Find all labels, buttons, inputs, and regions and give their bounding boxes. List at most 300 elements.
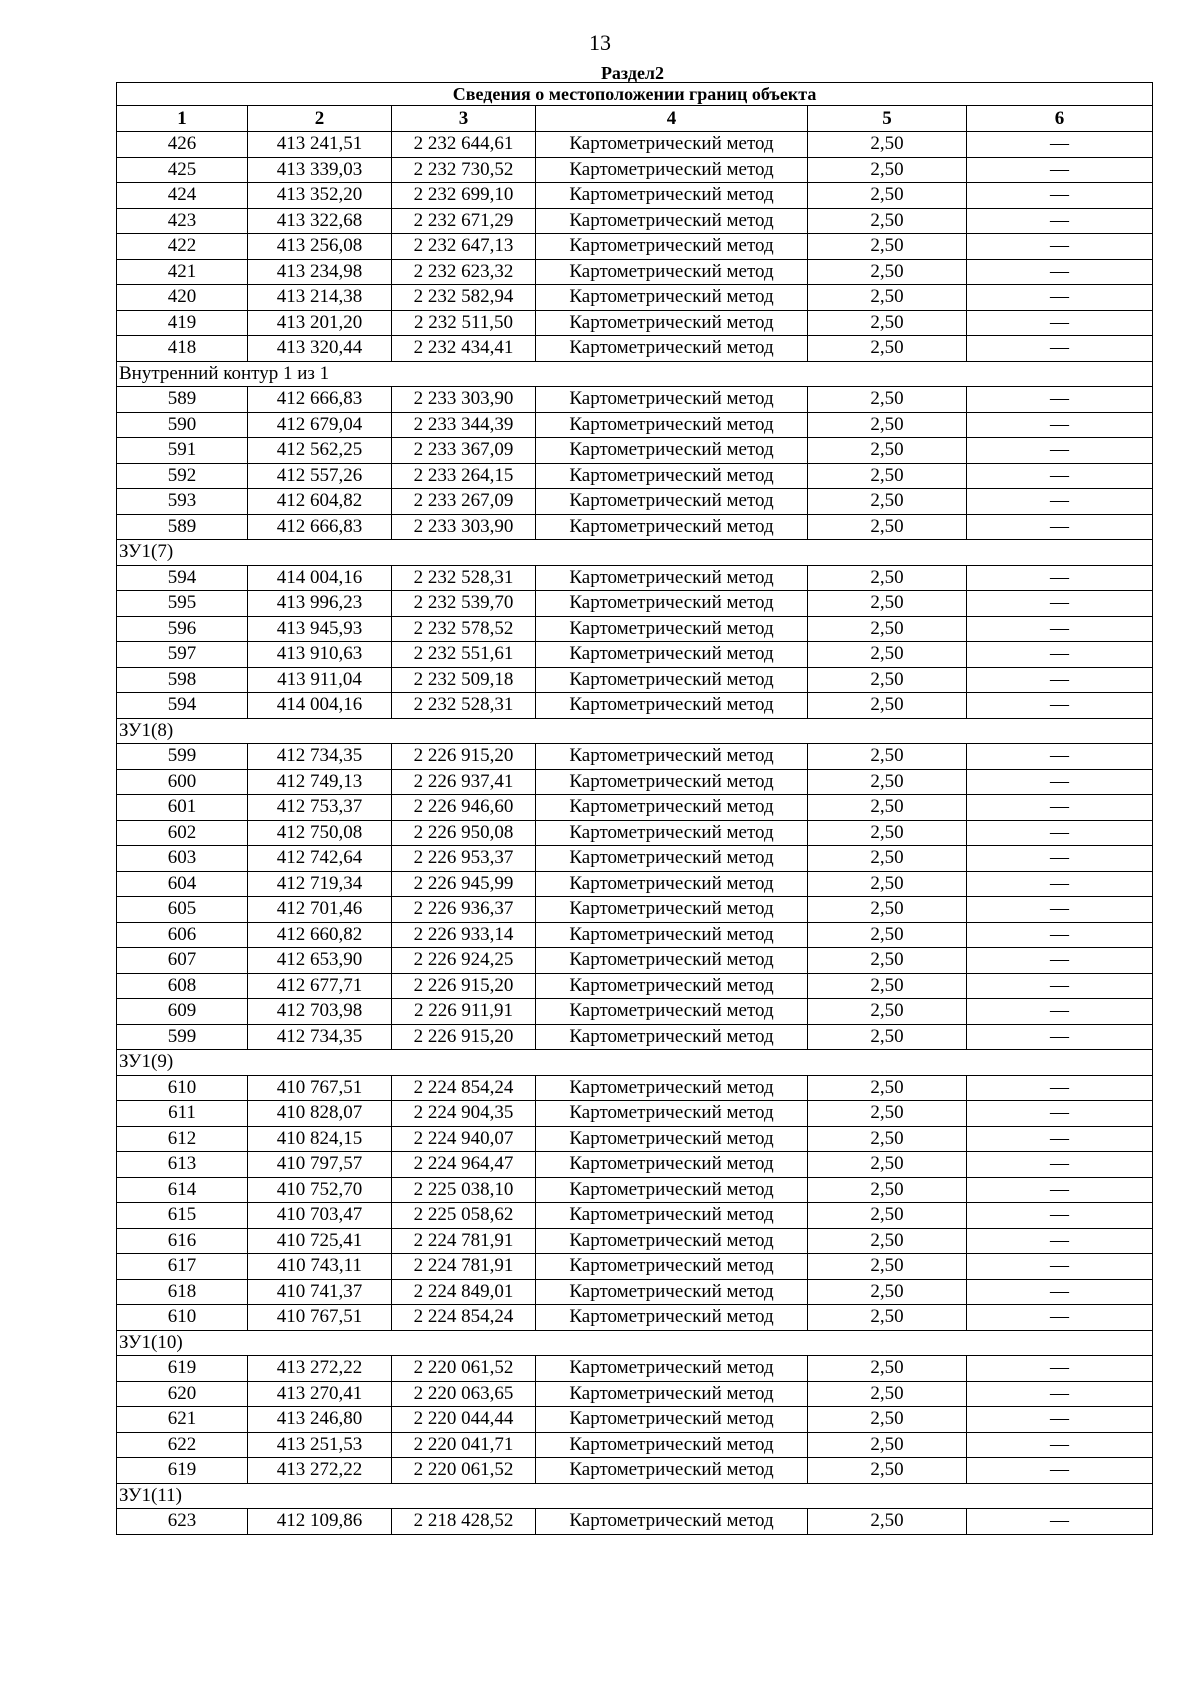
- y-coordinate-cell: 2 218 428,52: [392, 1509, 536, 1535]
- method-cell: Картометрический метод: [536, 948, 808, 974]
- table-row: [117, 259, 1153, 285]
- method-cell: Картометрический метод: [536, 565, 808, 591]
- point-number-cell: 422: [117, 234, 248, 260]
- description-cell: —: [967, 973, 1153, 999]
- description-cell: —: [967, 871, 1153, 897]
- contour-group-row: [117, 1330, 1153, 1356]
- method-cell: Картометрический метод: [536, 157, 808, 183]
- method-cell: Картометрический метод: [536, 259, 808, 285]
- table-row: [117, 1024, 1153, 1050]
- point-number-cell: 617: [117, 1254, 248, 1280]
- description-cell: —: [967, 948, 1153, 974]
- table-row: [117, 591, 1153, 617]
- table-row: [117, 897, 1153, 923]
- description-cell: —: [967, 820, 1153, 846]
- table-row: [117, 1101, 1153, 1127]
- method-cell: Картометрический метод: [536, 1024, 808, 1050]
- y-coordinate-cell: 2 226 911,91: [392, 999, 536, 1025]
- accuracy-cell: 2,50: [808, 667, 967, 693]
- point-number-cell: 608: [117, 973, 248, 999]
- table-row: [117, 1356, 1153, 1382]
- method-cell: Картометрический метод: [536, 1101, 808, 1127]
- table-row: [117, 1305, 1153, 1331]
- point-number-cell: 611: [117, 1101, 248, 1127]
- table-row: [117, 489, 1153, 515]
- contour-group-label: ЗУ1(10): [117, 1330, 1153, 1356]
- point-number-cell: 610: [117, 1305, 248, 1331]
- description-cell: —: [967, 1305, 1153, 1331]
- point-number-cell: 595: [117, 591, 248, 617]
- description-cell: —: [967, 1458, 1153, 1484]
- point-number-cell: 614: [117, 1177, 248, 1203]
- table-row: [117, 234, 1153, 260]
- y-coordinate-cell: 2 224 964,47: [392, 1152, 536, 1178]
- table-row: [117, 1152, 1153, 1178]
- description-cell: —: [967, 463, 1153, 489]
- point-number-cell: 420: [117, 285, 248, 311]
- point-number-cell: 598: [117, 667, 248, 693]
- description-cell: —: [967, 259, 1153, 285]
- y-coordinate-cell: 2 226 936,37: [392, 897, 536, 923]
- y-coordinate-cell: 2 224 854,24: [392, 1075, 536, 1101]
- y-coordinate-cell: 2 226 924,25: [392, 948, 536, 974]
- method-cell: Картометрический метод: [536, 412, 808, 438]
- table-caption-row: [117, 83, 1153, 106]
- y-coordinate-cell: 2 224 940,07: [392, 1126, 536, 1152]
- point-number-cell: 591: [117, 438, 248, 464]
- point-number-cell: 604: [117, 871, 248, 897]
- x-coordinate-cell: 410 824,15: [248, 1126, 392, 1152]
- method-cell: Картометрический метод: [536, 285, 808, 311]
- method-cell: Картометрический метод: [536, 132, 808, 158]
- method-cell: Картометрический метод: [536, 642, 808, 668]
- table-row: [117, 1126, 1153, 1152]
- point-number-cell: 612: [117, 1126, 248, 1152]
- x-coordinate-cell: 410 797,57: [248, 1152, 392, 1178]
- point-number-cell: 601: [117, 795, 248, 821]
- table-row: [117, 616, 1153, 642]
- x-coordinate-cell: 410 725,41: [248, 1228, 392, 1254]
- table-row: [117, 310, 1153, 336]
- point-number-cell: 606: [117, 922, 248, 948]
- table-row: [117, 1254, 1153, 1280]
- y-coordinate-cell: 2 226 945,99: [392, 871, 536, 897]
- point-number-cell: 613: [117, 1152, 248, 1178]
- table-row: [117, 1228, 1153, 1254]
- column-header: 1: [117, 106, 248, 132]
- table-row: [117, 744, 1153, 770]
- x-coordinate-cell: 413 339,03: [248, 157, 392, 183]
- method-cell: Картометрический метод: [536, 1203, 808, 1229]
- accuracy-cell: 2,50: [808, 948, 967, 974]
- table-row: [117, 1407, 1153, 1433]
- method-cell: Картометрический метод: [536, 208, 808, 234]
- x-coordinate-cell: 413 270,41: [248, 1381, 392, 1407]
- column-header: 4: [536, 106, 808, 132]
- method-cell: Картометрический метод: [536, 616, 808, 642]
- point-number-cell: 589: [117, 387, 248, 413]
- column-header-row: [117, 106, 1153, 132]
- x-coordinate-cell: 412 734,35: [248, 744, 392, 770]
- x-coordinate-cell: 413 256,08: [248, 234, 392, 260]
- x-coordinate-cell: 412 557,26: [248, 463, 392, 489]
- x-coordinate-cell: 413 945,93: [248, 616, 392, 642]
- description-cell: —: [967, 667, 1153, 693]
- table-row: [117, 999, 1153, 1025]
- point-number-cell: 592: [117, 463, 248, 489]
- accuracy-cell: 2,50: [808, 1228, 967, 1254]
- point-number-cell: 616: [117, 1228, 248, 1254]
- table-row: [117, 1458, 1153, 1484]
- accuracy-cell: 2,50: [808, 744, 967, 770]
- method-cell: Картометрический метод: [536, 769, 808, 795]
- y-coordinate-cell: 2 232 699,10: [392, 183, 536, 209]
- y-coordinate-cell: 2 225 038,10: [392, 1177, 536, 1203]
- accuracy-cell: 2,50: [808, 1152, 967, 1178]
- accuracy-cell: 2,50: [808, 1305, 967, 1331]
- table-row: [117, 132, 1153, 158]
- description-cell: —: [967, 1101, 1153, 1127]
- point-number-cell: 589: [117, 514, 248, 540]
- y-coordinate-cell: 2 226 915,20: [392, 973, 536, 999]
- description-cell: —: [967, 1228, 1153, 1254]
- method-cell: Картометрический метод: [536, 820, 808, 846]
- x-coordinate-cell: 412 703,98: [248, 999, 392, 1025]
- accuracy-cell: 2,50: [808, 1101, 967, 1127]
- table-row: [117, 1279, 1153, 1305]
- x-coordinate-cell: 412 660,82: [248, 922, 392, 948]
- table-row: [117, 693, 1153, 719]
- point-number-cell: 419: [117, 310, 248, 336]
- y-coordinate-cell: 2 226 950,08: [392, 820, 536, 846]
- description-cell: —: [967, 744, 1153, 770]
- method-cell: Картометрический метод: [536, 234, 808, 260]
- accuracy-cell: 2,50: [808, 1075, 967, 1101]
- method-cell: Картометрический метод: [536, 795, 808, 821]
- accuracy-cell: 2,50: [808, 973, 967, 999]
- accuracy-cell: 2,50: [808, 616, 967, 642]
- x-coordinate-cell: 413 272,22: [248, 1356, 392, 1382]
- y-coordinate-cell: 2 226 915,20: [392, 1024, 536, 1050]
- accuracy-cell: 2,50: [808, 1381, 967, 1407]
- contour-group-label: ЗУ1(7): [117, 540, 1153, 566]
- accuracy-cell: 2,50: [808, 463, 967, 489]
- point-number-cell: 603: [117, 846, 248, 872]
- table-row: [117, 336, 1153, 362]
- y-coordinate-cell: 2 220 044,44: [392, 1407, 536, 1433]
- accuracy-cell: 2,50: [808, 1509, 967, 1535]
- point-number-cell: 426: [117, 132, 248, 158]
- y-coordinate-cell: 2 233 303,90: [392, 387, 536, 413]
- boundary-coordinates-table: [116, 82, 1153, 1535]
- y-coordinate-cell: 2 225 058,62: [392, 1203, 536, 1229]
- description-cell: —: [967, 132, 1153, 158]
- accuracy-cell: 2,50: [808, 846, 967, 872]
- accuracy-cell: 2,50: [808, 259, 967, 285]
- method-cell: Картометрический метод: [536, 489, 808, 515]
- point-number-cell: 622: [117, 1432, 248, 1458]
- description-cell: —: [967, 514, 1153, 540]
- x-coordinate-cell: 413 214,38: [248, 285, 392, 311]
- table-row: [117, 795, 1153, 821]
- method-cell: Картометрический метод: [536, 871, 808, 897]
- contour-group-row: [117, 1050, 1153, 1076]
- description-cell: —: [967, 438, 1153, 464]
- accuracy-cell: 2,50: [808, 922, 967, 948]
- table-row: [117, 412, 1153, 438]
- y-coordinate-cell: 2 232 511,50: [392, 310, 536, 336]
- accuracy-cell: 2,50: [808, 1407, 967, 1433]
- method-cell: Картометрический метод: [536, 1177, 808, 1203]
- description-cell: —: [967, 412, 1153, 438]
- accuracy-cell: 2,50: [808, 693, 967, 719]
- method-cell: Картометрический метод: [536, 336, 808, 362]
- description-cell: —: [967, 922, 1153, 948]
- point-number-cell: 425: [117, 157, 248, 183]
- method-cell: Картометрический метод: [536, 1126, 808, 1152]
- x-coordinate-cell: 413 996,23: [248, 591, 392, 617]
- x-coordinate-cell: 412 701,46: [248, 897, 392, 923]
- x-coordinate-cell: 414 004,16: [248, 565, 392, 591]
- y-coordinate-cell: 2 232 578,52: [392, 616, 536, 642]
- contour-group-row: [117, 1483, 1153, 1509]
- y-coordinate-cell: 2 232 644,61: [392, 132, 536, 158]
- contour-group-label: ЗУ1(8): [117, 718, 1153, 744]
- point-number-cell: 619: [117, 1458, 248, 1484]
- y-coordinate-cell: 2 220 063,65: [392, 1381, 536, 1407]
- description-cell: —: [967, 310, 1153, 336]
- table-row: [117, 514, 1153, 540]
- table-row: [117, 922, 1153, 948]
- x-coordinate-cell: 413 246,80: [248, 1407, 392, 1433]
- y-coordinate-cell: 2 232 647,13: [392, 234, 536, 260]
- contour-group-row: [117, 361, 1153, 387]
- contour-group-row: [117, 540, 1153, 566]
- description-cell: —: [967, 999, 1153, 1025]
- y-coordinate-cell: 2 220 041,71: [392, 1432, 536, 1458]
- point-number-cell: 619: [117, 1356, 248, 1382]
- y-coordinate-cell: 2 232 528,31: [392, 565, 536, 591]
- x-coordinate-cell: 412 749,13: [248, 769, 392, 795]
- description-cell: —: [967, 183, 1153, 209]
- accuracy-cell: 2,50: [808, 438, 967, 464]
- y-coordinate-cell: 2 232 539,70: [392, 591, 536, 617]
- x-coordinate-cell: 413 251,53: [248, 1432, 392, 1458]
- accuracy-cell: 2,50: [808, 489, 967, 515]
- table-row: [117, 642, 1153, 668]
- table-row: [117, 438, 1153, 464]
- table-row: [117, 285, 1153, 311]
- point-number-cell: 618: [117, 1279, 248, 1305]
- point-number-cell: 615: [117, 1203, 248, 1229]
- description-cell: —: [967, 616, 1153, 642]
- accuracy-cell: 2,50: [808, 871, 967, 897]
- y-coordinate-cell: 2 233 267,09: [392, 489, 536, 515]
- x-coordinate-cell: 413 241,51: [248, 132, 392, 158]
- x-coordinate-cell: 410 828,07: [248, 1101, 392, 1127]
- x-coordinate-cell: 413 322,68: [248, 208, 392, 234]
- table-row: [117, 1432, 1153, 1458]
- description-cell: —: [967, 1279, 1153, 1305]
- table-row: [117, 871, 1153, 897]
- table-row: [117, 387, 1153, 413]
- method-cell: Картометрический метод: [536, 897, 808, 923]
- accuracy-cell: 2,50: [808, 820, 967, 846]
- accuracy-cell: 2,50: [808, 157, 967, 183]
- y-coordinate-cell: 2 232 509,18: [392, 667, 536, 693]
- y-coordinate-cell: 2 224 781,91: [392, 1254, 536, 1280]
- x-coordinate-cell: 412 562,25: [248, 438, 392, 464]
- column-header: 3: [392, 106, 536, 132]
- x-coordinate-cell: 410 703,47: [248, 1203, 392, 1229]
- x-coordinate-cell: 412 753,37: [248, 795, 392, 821]
- accuracy-cell: 2,50: [808, 769, 967, 795]
- y-coordinate-cell: 2 226 915,20: [392, 744, 536, 770]
- x-coordinate-cell: 413 911,04: [248, 667, 392, 693]
- point-number-cell: 590: [117, 412, 248, 438]
- method-cell: Картометрический метод: [536, 973, 808, 999]
- method-cell: Картометрический метод: [536, 1279, 808, 1305]
- method-cell: Картометрический метод: [536, 846, 808, 872]
- description-cell: —: [967, 565, 1153, 591]
- method-cell: Картометрический метод: [536, 1509, 808, 1535]
- x-coordinate-cell: 413 272,22: [248, 1458, 392, 1484]
- point-number-cell: 610: [117, 1075, 248, 1101]
- y-coordinate-cell: 2 233 367,09: [392, 438, 536, 464]
- table-row: [117, 973, 1153, 999]
- accuracy-cell: 2,50: [808, 183, 967, 209]
- method-cell: Картометрический метод: [536, 1356, 808, 1382]
- accuracy-cell: 2,50: [808, 999, 967, 1025]
- y-coordinate-cell: 2 233 344,39: [392, 412, 536, 438]
- description-cell: —: [967, 1254, 1153, 1280]
- method-cell: Картометрический метод: [536, 1458, 808, 1484]
- y-coordinate-cell: 2 220 061,52: [392, 1356, 536, 1382]
- accuracy-cell: 2,50: [808, 897, 967, 923]
- x-coordinate-cell: 413 234,98: [248, 259, 392, 285]
- x-coordinate-cell: 412 734,35: [248, 1024, 392, 1050]
- accuracy-cell: 2,50: [808, 1458, 967, 1484]
- section-title: Раздел2: [600, 63, 665, 83]
- description-cell: —: [967, 795, 1153, 821]
- description-cell: —: [967, 489, 1153, 515]
- description-cell: —: [967, 1024, 1153, 1050]
- page-number: 13: [589, 30, 611, 55]
- y-coordinate-cell: 2 232 623,32: [392, 259, 536, 285]
- point-number-cell: 600: [117, 769, 248, 795]
- description-cell: —: [967, 1203, 1153, 1229]
- contour-group-label: Внутренний контур 1 из 1: [117, 361, 1153, 387]
- method-cell: Картометрический метод: [536, 922, 808, 948]
- y-coordinate-cell: 2 232 434,41: [392, 336, 536, 362]
- point-number-cell: 620: [117, 1381, 248, 1407]
- y-coordinate-cell: 2 232 582,94: [392, 285, 536, 311]
- description-cell: —: [967, 285, 1153, 311]
- method-cell: Картометрический метод: [536, 693, 808, 719]
- description-cell: —: [967, 1356, 1153, 1382]
- accuracy-cell: 2,50: [808, 1177, 967, 1203]
- column-header: 5: [808, 106, 967, 132]
- method-cell: Картометрический метод: [536, 514, 808, 540]
- table-row: [117, 667, 1153, 693]
- point-number-cell: 607: [117, 948, 248, 974]
- table-caption: Сведения о местоположении границ объекта: [117, 83, 1153, 106]
- y-coordinate-cell: 2 224 854,24: [392, 1305, 536, 1331]
- x-coordinate-cell: 412 604,82: [248, 489, 392, 515]
- x-coordinate-cell: 412 109,86: [248, 1509, 392, 1535]
- table-row: [117, 463, 1153, 489]
- y-coordinate-cell: 2 232 551,61: [392, 642, 536, 668]
- y-coordinate-cell: 2 226 946,60: [392, 795, 536, 821]
- description-cell: —: [967, 642, 1153, 668]
- description-cell: —: [967, 591, 1153, 617]
- x-coordinate-cell: 410 743,11: [248, 1254, 392, 1280]
- accuracy-cell: 2,50: [808, 387, 967, 413]
- x-coordinate-cell: 410 767,51: [248, 1075, 392, 1101]
- y-coordinate-cell: 2 233 303,90: [392, 514, 536, 540]
- method-cell: Картометрический метод: [536, 463, 808, 489]
- description-cell: —: [967, 387, 1153, 413]
- method-cell: Картометрический метод: [536, 744, 808, 770]
- y-coordinate-cell: 2 232 671,29: [392, 208, 536, 234]
- accuracy-cell: 2,50: [808, 1279, 967, 1305]
- accuracy-cell: 2,50: [808, 514, 967, 540]
- description-cell: —: [967, 1126, 1153, 1152]
- point-number-cell: 418: [117, 336, 248, 362]
- table-row: [117, 1203, 1153, 1229]
- y-coordinate-cell: 2 232 528,31: [392, 693, 536, 719]
- method-cell: Картометрический метод: [536, 591, 808, 617]
- table-row: [117, 1381, 1153, 1407]
- method-cell: Картометрический метод: [536, 1432, 808, 1458]
- table-row: [117, 565, 1153, 591]
- accuracy-cell: 2,50: [808, 310, 967, 336]
- method-cell: Картометрический метод: [536, 1407, 808, 1433]
- accuracy-cell: 2,50: [808, 132, 967, 158]
- accuracy-cell: 2,50: [808, 795, 967, 821]
- accuracy-cell: 2,50: [808, 1432, 967, 1458]
- table-row: [117, 820, 1153, 846]
- method-cell: Картометрический метод: [536, 1152, 808, 1178]
- description-cell: —: [967, 769, 1153, 795]
- contour-group-label: ЗУ1(11): [117, 1483, 1153, 1509]
- x-coordinate-cell: 410 767,51: [248, 1305, 392, 1331]
- point-number-cell: 623: [117, 1509, 248, 1535]
- y-coordinate-cell: 2 226 953,37: [392, 846, 536, 872]
- accuracy-cell: 2,50: [808, 642, 967, 668]
- accuracy-cell: 2,50: [808, 565, 967, 591]
- point-number-cell: 593: [117, 489, 248, 515]
- table-row: [117, 157, 1153, 183]
- contour-group-label: ЗУ1(9): [117, 1050, 1153, 1076]
- description-cell: —: [967, 157, 1153, 183]
- description-cell: —: [967, 693, 1153, 719]
- point-number-cell: 596: [117, 616, 248, 642]
- method-cell: Картометрический метод: [536, 1075, 808, 1101]
- x-coordinate-cell: 412 677,71: [248, 973, 392, 999]
- contour-group-row: [117, 718, 1153, 744]
- x-coordinate-cell: 410 752,70: [248, 1177, 392, 1203]
- table-row: [117, 948, 1153, 974]
- x-coordinate-cell: 413 320,44: [248, 336, 392, 362]
- description-cell: —: [967, 846, 1153, 872]
- point-number-cell: 421: [117, 259, 248, 285]
- point-number-cell: 594: [117, 565, 248, 591]
- point-number-cell: 605: [117, 897, 248, 923]
- x-coordinate-cell: 412 666,83: [248, 387, 392, 413]
- x-coordinate-cell: 412 666,83: [248, 514, 392, 540]
- point-number-cell: 423: [117, 208, 248, 234]
